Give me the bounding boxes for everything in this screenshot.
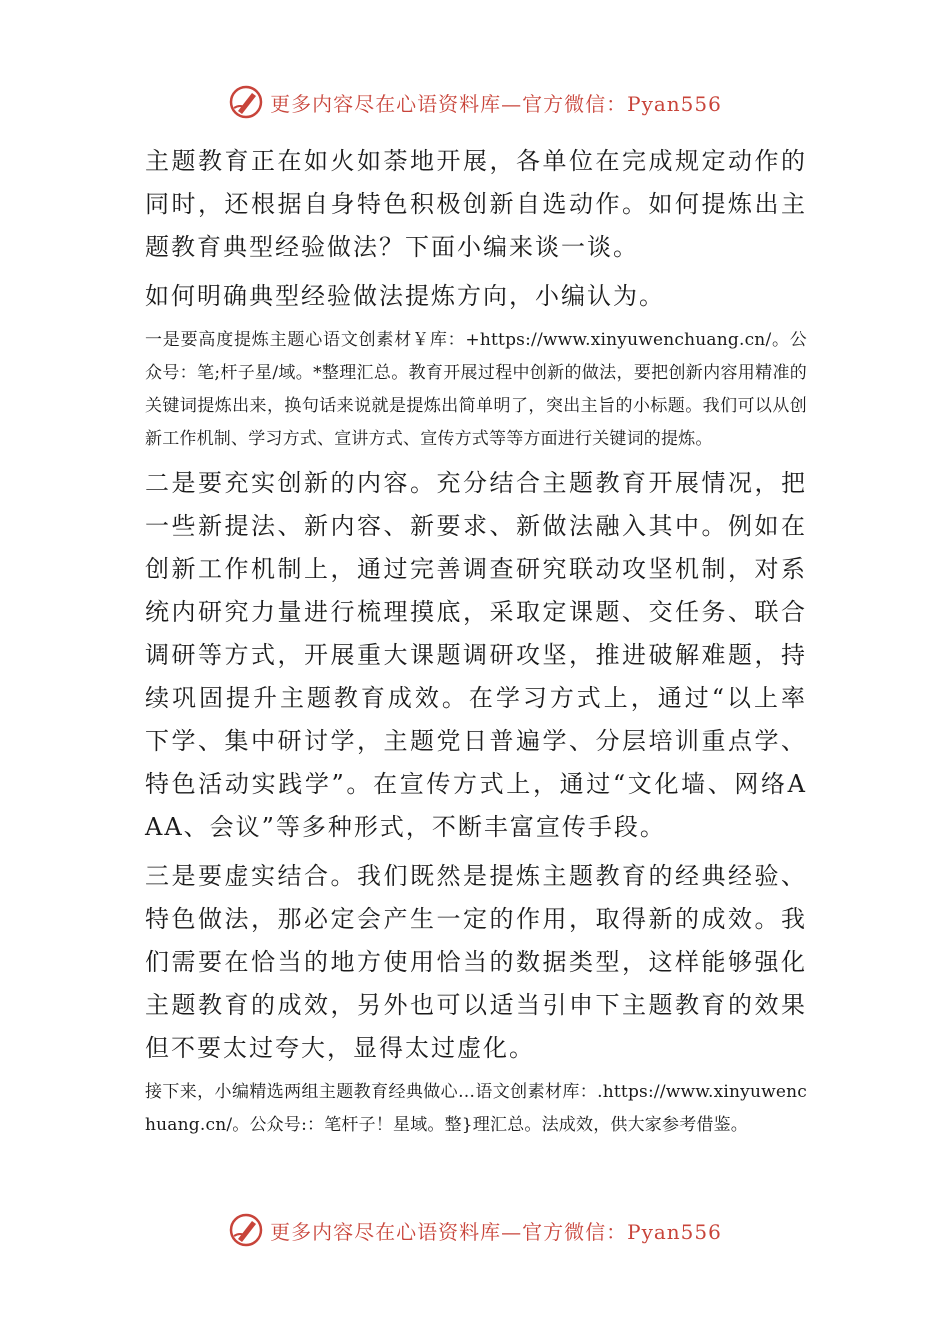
pen-nib-logo-icon [228, 1212, 264, 1248]
paragraph-point-three: 三是要虚实结合。我们既然是提炼主题教育的经典经验、特色做法，那必定会产生一定的作用，取得新的成效。我们需要在恰当的地方使用恰当的数据类型，这样能够强化主题教育的成效，另外也可以适当引申下主题教育的效果但不要太过夸大，显得太过虚化。 [145, 862, 807, 1062]
footer-banner [0, 1208, 950, 1252]
paragraph-intro: 主题教育正在如火如荼地开展，各单位在完成规定动作的同时，还根据自身特色积极创新自选动作。如何提炼出主题教育典型经验做法？下面小编来谈一谈。 [145, 147, 807, 261]
banner-text: 更多内容尽在心语资料库—官方微信：Pyan556 [270, 1219, 722, 1244]
paragraph-closing: 接下来，小编精选两组主题教育经典做心…语文创素材库：.https://www.xinyuwenchuang.cn/。公众号:：笔杆子！星域。整}理汇总。法成效，供大家参考借鉴。 [145, 1082, 807, 1135]
banner-text: 更多内容尽在心语资料库—官方微信：Pyan556 [270, 91, 722, 116]
header-banner [0, 80, 950, 124]
paragraph-question: 如何明确典型经验做法提炼方向，小编认为。 [145, 282, 665, 310]
pen-nib-logo-icon [228, 84, 264, 120]
paragraph-point-one: 一是要高度提炼主题心语文创素材￥库：+https://www.xinyuwenchuang.cn/。公众号：笔;杆子星/域。*整理汇总。教育开展过程中创新的做法，要把创新内容用精准的关键词提炼出来，换句话来说就是提炼出简单明了，突出主旨的小标题。我们可以从创新工作机制、学习方式、宣讲方式、宣传方式等等方面进行关键词的提炼。 [145, 330, 807, 449]
document-body [145, 140, 807, 1142]
paragraph-point-two: 二是要充实创新的内容。充分结合主题教育开展情况，把一些新提法、新内容、新要求、新做法融入其中。例如在创新工作机制上，通过完善调查研究联动攻坚机制，对系统内研究力量进行梳理摸底，采取定课题、交任务、联合调研等方式，开展重大课题调研攻坚，推进破解难题，持续巩固提升主题教育成效。在学习方式上，通过“以上率下学、集中研讨学，主题党日普遍学、分层培训重点学、特色活动实践学”。在宣传方式上，通过“文化墙、网络AAA、会议”等多种形式，不断丰富宣传手段。 [145, 469, 807, 841]
